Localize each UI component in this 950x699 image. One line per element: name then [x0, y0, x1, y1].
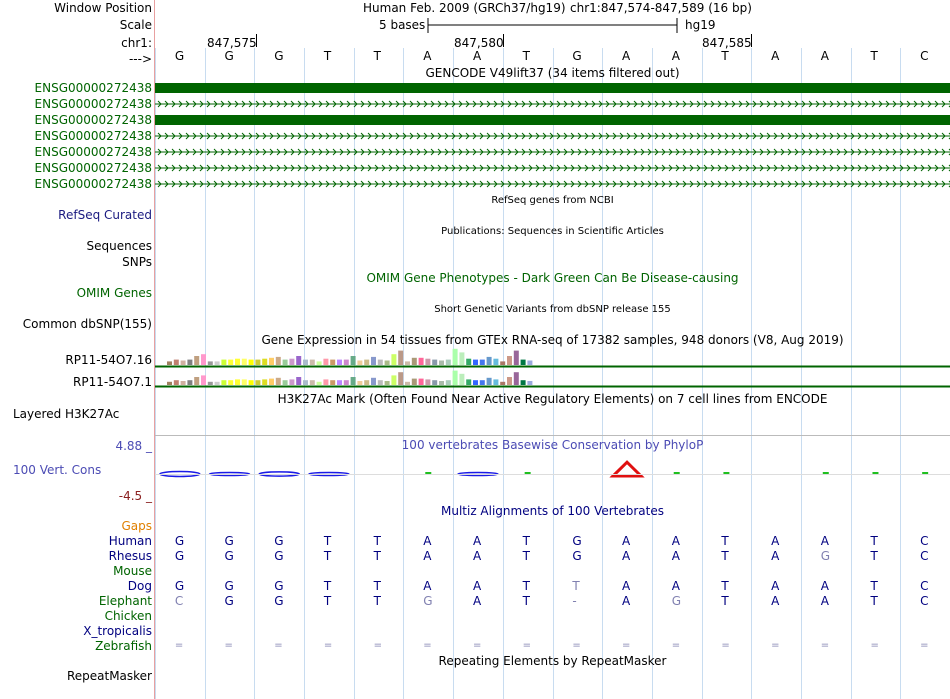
scale-text: 5 bases: [379, 18, 426, 32]
aligned-base: =: [622, 640, 631, 651]
position-text: chr1:847,574-847,589 (16 bp): [570, 1, 752, 15]
aligned-base: A: [771, 534, 780, 548]
aligned-base: G: [274, 579, 284, 593]
aligned-base: =: [920, 640, 929, 651]
aligned-base: A: [472, 549, 482, 563]
aligned-base: A: [472, 594, 482, 608]
aligned-base: T: [323, 534, 332, 548]
gencode-item-label[interactable]: ENSG00000272438: [34, 81, 152, 95]
gaps-label: Gaps: [121, 519, 152, 533]
aligned-base: G: [572, 549, 582, 563]
aligned-base: T: [870, 534, 878, 548]
gencode-item-label[interactable]: ENSG00000272438: [34, 177, 152, 191]
base-letter: G: [174, 49, 185, 63]
aligned-base: G: [224, 579, 234, 593]
gencode-item-label[interactable]: ENSG00000272438: [34, 145, 152, 159]
cons-min-label: -4.5 _: [118, 489, 152, 503]
aligned-base: A: [820, 579, 829, 593]
gtex-track-title[interactable]: Gene Expression in 54 tissues from GTEx RNA-seq of 17382 samples, 948 donors (V8, Aug 2019): [261, 333, 844, 347]
aligned-base: A: [622, 594, 631, 608]
aligned-base: =: [870, 640, 879, 651]
base-letter: T: [373, 49, 381, 63]
scale-label: Scale: [119, 18, 152, 32]
aligned-base: T: [721, 534, 729, 548]
chrom-label: chr1:: [121, 36, 152, 50]
cons-track-title[interactable]: 100 vertebrates Basewise Conservation by PhyloP: [401, 438, 704, 452]
base-letter: A: [820, 49, 829, 63]
base-letter: A: [671, 49, 680, 63]
cons-max-label: 4.88 _: [115, 439, 152, 453]
aligned-base: G: [174, 549, 185, 563]
aligned-base: -: [572, 594, 577, 608]
window-position-label: Window Position: [54, 1, 152, 15]
aligned-base: A: [423, 534, 432, 548]
aligned-base: T: [323, 594, 332, 608]
species-label: Dog: [127, 579, 152, 593]
ruler-label: 847,575: [207, 36, 257, 50]
base-letter: G: [274, 49, 284, 63]
aligned-base: T: [721, 579, 729, 593]
aligned-base: =: [423, 640, 432, 651]
h3k27ac-track-title[interactable]: H3K27Ac Mark (Often Found Near Active Regulatory Elements) on 7 cell lines from ENCODE: [277, 392, 828, 406]
aligned-base: T: [870, 549, 878, 563]
aligned-base: G: [274, 549, 284, 563]
aligned-base: C: [920, 579, 929, 593]
aligned-base: =: [771, 640, 780, 651]
pubs-track-label[interactable]: Sequences: [86, 239, 152, 253]
species-label: Chicken: [104, 609, 152, 623]
aligned-base: A: [472, 534, 482, 548]
aligned-base: G: [224, 594, 234, 608]
gencode-item-label[interactable]: ENSG00000272438: [34, 161, 152, 175]
aligned-base: A: [820, 594, 829, 608]
aligned-base: T: [373, 579, 381, 593]
h3k27ac-track-label[interactable]: Layered H3K27Ac: [13, 407, 120, 421]
aligned-base: T: [572, 579, 580, 593]
species-label: Elephant: [98, 594, 152, 608]
aligned-base: T: [522, 534, 530, 548]
ruler-label: 847,585: [702, 36, 752, 50]
aligned-base: T: [373, 594, 381, 608]
aligned-base: T: [373, 549, 381, 563]
aligned-base: G: [572, 534, 582, 548]
aligned-base: =: [274, 640, 283, 651]
base-letter: A: [622, 49, 631, 63]
base-letter: A: [472, 49, 482, 63]
aligned-base: G: [224, 534, 234, 548]
gencode-item-label[interactable]: ENSG00000272438: [34, 97, 152, 111]
aligned-base: A: [472, 579, 482, 593]
repeatmasker-track-title[interactable]: Repeating Elements by RepeatMasker: [438, 654, 667, 668]
refseq-track-title[interactable]: RefSeq genes from NCBI: [491, 195, 614, 206]
aligned-base: A: [622, 549, 631, 563]
strand-label: --->: [128, 52, 152, 66]
aligned-base: G: [820, 549, 831, 563]
snps-track-label[interactable]: SNPs: [122, 255, 152, 269]
cons-track-label[interactable]: 100 Vert. Cons: [13, 463, 102, 477]
aligned-base: T: [870, 594, 878, 608]
aligned-base: T: [522, 549, 530, 563]
aligned-base: A: [771, 579, 780, 593]
dbsnp-track-label[interactable]: Common dbSNP(155): [22, 317, 152, 331]
base-letter: G: [572, 49, 582, 63]
aligned-base: A: [622, 534, 631, 548]
aligned-base: A: [423, 549, 432, 563]
aligned-base: =: [721, 640, 730, 651]
gtex-row-label[interactable]: RP11-54O7.16: [65, 353, 152, 367]
aligned-base: A: [622, 579, 631, 593]
dbsnp-track-title[interactable]: Short Genetic Variants from dbSNP release 155: [434, 304, 671, 315]
aligned-base: T: [323, 579, 332, 593]
aligned-base: A: [671, 534, 680, 548]
aligned-base: A: [423, 579, 432, 593]
multiz-track-title[interactable]: Multiz Alignments of 100 Vertebrates: [440, 504, 665, 518]
aligned-base: G: [274, 534, 284, 548]
aligned-base: A: [771, 549, 780, 563]
aligned-base: T: [373, 534, 381, 548]
base-letter: T: [522, 49, 530, 63]
aligned-base: T: [522, 579, 530, 593]
species-label: X_tropicalis: [83, 624, 152, 638]
aligned-base: C: [174, 594, 184, 608]
aligned-base: G: [174, 579, 185, 593]
aligned-base: C: [920, 594, 929, 608]
track-label-column: [0, 0, 155, 699]
aligned-base: G: [671, 594, 682, 608]
aligned-base: T: [721, 549, 729, 563]
aligned-base: A: [671, 579, 680, 593]
aligned-base: =: [572, 640, 581, 651]
aligned-base: =: [224, 640, 233, 651]
aligned-base: A: [671, 549, 680, 563]
assembly-text: Human Feb. 2009 (GRCh37/hg19): [363, 1, 566, 15]
aligned-base: G: [274, 594, 284, 608]
gencode-item-label[interactable]: ENSG00000272438: [34, 129, 152, 143]
repeatmasker-track-label[interactable]: RepeatMasker: [66, 669, 152, 683]
aligned-base: =: [472, 640, 482, 651]
aligned-base: G: [174, 534, 185, 548]
species-label: Zebrafish: [95, 639, 152, 653]
aligned-base: =: [522, 640, 532, 651]
aligned-base: T: [870, 579, 878, 593]
aligned-base: =: [373, 640, 382, 651]
gtex-row-label[interactable]: RP11-54O7.1: [73, 375, 152, 389]
aligned-base: T: [323, 549, 332, 563]
aligned-base: C: [920, 549, 929, 563]
aligned-base: =: [820, 640, 830, 651]
base-letter: A: [771, 49, 780, 63]
omim-track-title[interactable]: OMIM Gene Phenotypes - Dark Green Can Be Disease-causing: [366, 271, 739, 285]
cons-peak: [613, 462, 641, 476]
base-letter: T: [721, 49, 729, 63]
aligned-base: G: [224, 549, 234, 563]
pubs-track-title[interactable]: Publications: Sequences in Scientific Articles: [441, 226, 664, 237]
base-letter: A: [423, 49, 432, 63]
gencode-item-label[interactable]: ENSG00000272438: [34, 113, 152, 127]
aligned-base: T: [522, 594, 530, 608]
species-label: Rhesus: [108, 549, 152, 563]
base-letter: C: [920, 49, 929, 63]
aligned-base: C: [920, 534, 929, 548]
aligned-base: G: [423, 594, 433, 608]
aligned-base: =: [174, 640, 184, 651]
aligned-base: =: [323, 640, 333, 651]
gencode-track-title[interactable]: GENCODE V49lift37 (34 items filtered out): [425, 66, 680, 80]
base-letter: G: [224, 49, 234, 63]
scale-db: hg19: [685, 18, 716, 32]
refseq-track-label[interactable]: RefSeq Curated: [58, 208, 152, 222]
ruler-label: 847,580: [454, 36, 504, 50]
aligned-base: T: [721, 594, 729, 608]
base-letter: T: [870, 49, 878, 63]
aligned-base: A: [820, 534, 829, 548]
species-label: Human: [108, 534, 152, 548]
aligned-base: A: [771, 594, 780, 608]
species-label: Mouse: [113, 564, 152, 578]
aligned-base: =: [671, 640, 681, 651]
base-letter: T: [323, 49, 332, 63]
track-image[interactable]: [155, 0, 950, 699]
omim-track-label[interactable]: OMIM Genes: [76, 286, 152, 300]
